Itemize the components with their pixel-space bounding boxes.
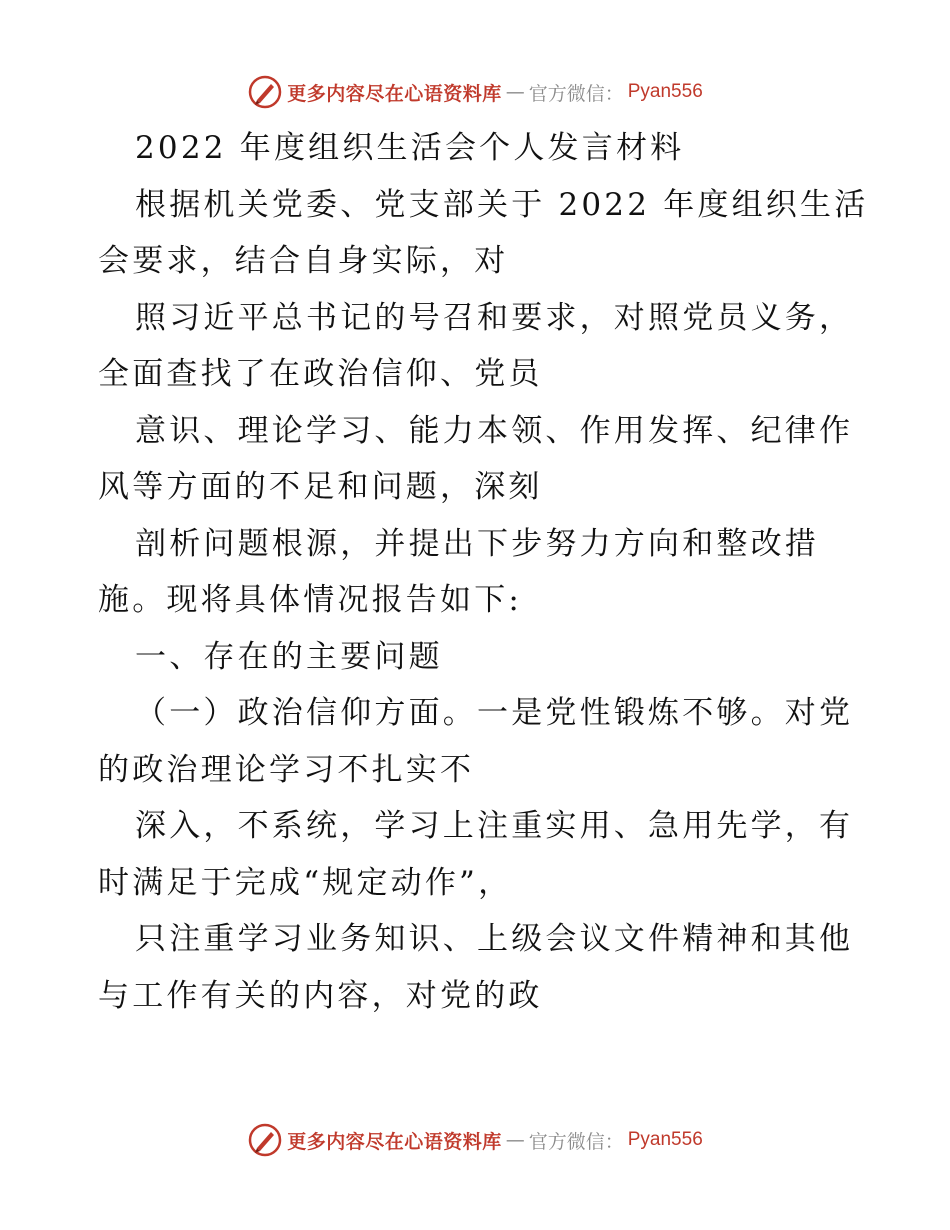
watermark-separator: — — [505, 1129, 525, 1151]
watermark-separator: — — [505, 81, 525, 103]
text-line: 2022 年度组织生活会个人发言材料 — [135, 130, 685, 166]
watermark-text: 更多内容尽在心语资料库 — [287, 1130, 502, 1153]
watermark-note: 官方微信： — [528, 1130, 624, 1153]
watermark-text: 更多内容尽在心语资料库 — [287, 82, 502, 105]
text-line: 一、存在的主要问题 — [135, 638, 443, 675]
watermark-note: 官方微信： — [528, 82, 624, 105]
text-line: 根据机关党委、党支部关于 2022 年度组织生活 — [135, 186, 869, 223]
text-line: 风等方面的不足和问题，深刻 — [98, 469, 543, 505]
text-line: 的政治理论学习不扎实不 — [98, 751, 475, 788]
pen-logo-icon — [247, 1122, 283, 1158]
text-line: 意识、理论学习、能力本领、作用发挥、纪律作 — [135, 412, 854, 449]
text-line: 会要求，结合自身实际，对 — [98, 243, 509, 279]
watermark-id: Pyan556 — [627, 1129, 703, 1150]
watermark-id: Pyan556 — [627, 81, 703, 102]
text-line: 只注重学习业务知识、上级会议文件精神和其他 — [135, 921, 854, 957]
text-line: 深入，不系统，学习上注重实用、急用先学，有 — [135, 808, 854, 844]
text-line: 与工作有关的内容，对党的政 — [98, 977, 543, 1014]
text-line: 时满足于完成“规定动作”， — [98, 864, 513, 901]
text-line: 施。现将具体情况报告如下: — [98, 582, 523, 618]
text-line: 照习近平总书记的号召和要求，对照党员义务， — [135, 299, 854, 336]
pen-logo-icon — [247, 74, 283, 110]
text-line: 全面查找了在政治信仰、党员 — [98, 356, 543, 392]
header-watermark — [0, 72, 950, 112]
footer-watermark — [0, 1120, 950, 1160]
text-line: 剖析问题根源，并提出下步努力方向和整改措 — [135, 525, 819, 562]
document-body — [98, 120, 869, 1024]
text-line: （一）政治信仰方面。一是党性锻炼不够。对党 — [135, 695, 854, 731]
